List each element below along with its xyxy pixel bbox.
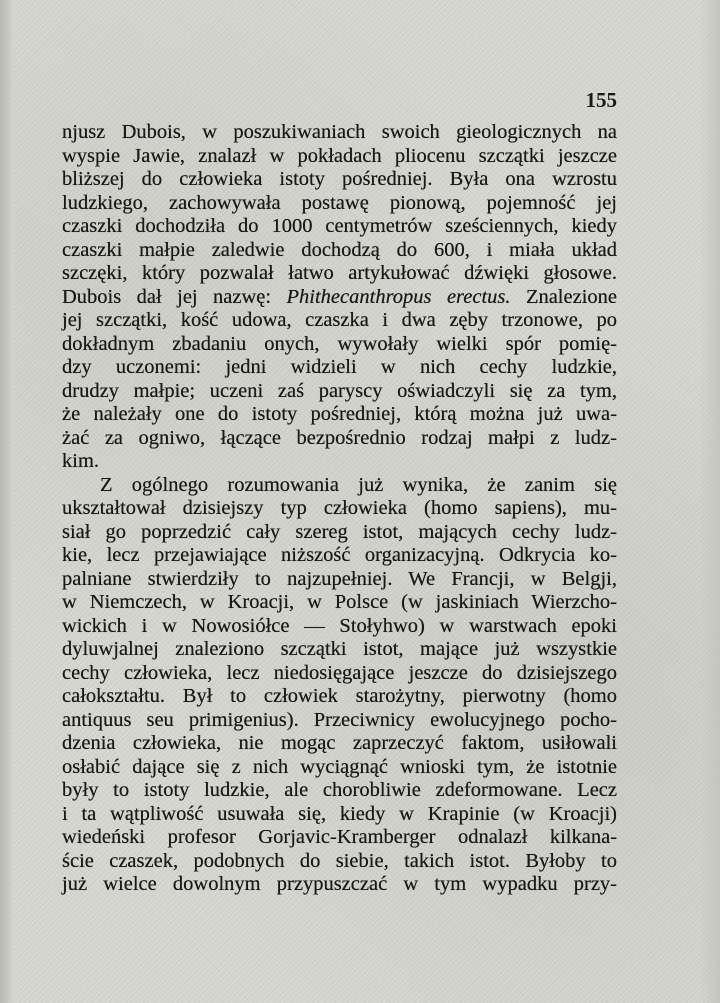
text-line: że należały one do istoty pośredniej, którą można już uwa- [62,403,617,425]
text-line: siał go poprzedzić cały szereg istot, mających cechy ludz- [62,520,617,543]
text-line: i ta wątpliwość usuwała się, kiedy w Krapinie (w Kroacji) [62,802,617,825]
text-segment: Znalezione [510,285,617,308]
text-line: wiedeński profesor Gorjavic-Kramberger odnalazł kilkana- [62,826,617,848]
text-line: njusz Dubois, w poszukiwaniach swoich gieologicznych na [62,121,617,143]
text-line: ście czaszek, podobnych do siebie, takich istot. Byłoby to [62,849,617,872]
text-line: cechy człowieka, lecz niedosięgające jeszcze do dzisiejszego [62,661,617,684]
text-line: dzenia człowieka, nie mogąc zaprzeczyć faktom, usiłowali [62,732,617,754]
text-line: całokształtu. Był to człowiek starożytny, pierwotny (homo [62,685,617,707]
page-left-edge-shadow [0,0,14,1003]
page-number: 155 [585,88,617,112]
text-line: bliższej do człowieka istoty pośredniej. Była ona wzrostu [62,168,617,190]
text-line: dokładnym zbadaniu onych, wywołały wielki spór pomię- [62,332,617,355]
text-line: były to istoty ludzkie, ale chorobliwie zdeformowane. Lecz [62,779,617,801]
text-segment: Dubois dał jej nazwę: [62,285,287,308]
text-line-with-italic-term [62,286,617,310]
page-right-edge-shadow [700,0,720,1003]
text-line: drudzy małpie; uczeni zaś paryscy oświadczyli się za tym, [62,379,617,402]
text-line: czaszki małpie zaledwie dochodzą do 600, i miała układ [62,238,617,261]
text-line: dzy uczonemi: jedni widzieli w nich cechy ludzkie, [62,356,617,378]
text-line: wickich i w Nowosiółce — Stołyhwo) w warstwach epoki [62,614,617,637]
text-line: Z ogólnego rozumowania już wynika, że zanim się [100,473,617,496]
text-line: już wielce dowolnym przypuszczać w tym wypadku przy- [62,873,617,895]
text-line: antiquus seu primigenius). Przeciwnicy ewolucyjnego pocho- [62,708,617,731]
italic-species-name: Phithecanthropus erectus. [286,285,511,308]
text-line: czaszki dochodziła do 1000 centymetrów sześciennych, kiedy [62,215,617,237]
text-line: palniane stwierdziły to najzupełniej. We Francji, w Belgji, [62,567,617,590]
text-line: szczęki, który pozwalał łatwo artykułować dźwięki głosowe. [62,262,617,284]
text-line: kie, lecz przejawiające niższość organizacyjną. Odkrycia ko- [62,544,617,566]
text-line: żać za ogniwo, łączące bezpośrednio rodzaj małpi z ludz- [62,426,617,449]
text-line: osłabić dające się z nich wyciągnąć wnioski tym, że istotnie [62,755,617,778]
text-line: kim. [62,450,100,472]
text-line: ludzkiego, zachowywała postawę pionową, pojemność jej [62,191,617,214]
text-line: ukształtował dzisiejszy typ człowieka (homo sapiens), mu- [62,497,617,519]
text-line: dyluwjalnej znaleziono szczątki istot, mające już wszystkie [62,638,617,660]
text-line: w Niemczech, w Kroacji, w Polsce (w jaskiniach Wierzcho- [62,591,617,613]
body-text [62,121,617,897]
text-line: wyspie Jawie, znalazł w pokładach pliocenu szczątki jeszcze [62,144,617,167]
text-line: jej szczątki, kość udowa, czaszka i dwa zęby trzonowe, po [62,309,617,331]
